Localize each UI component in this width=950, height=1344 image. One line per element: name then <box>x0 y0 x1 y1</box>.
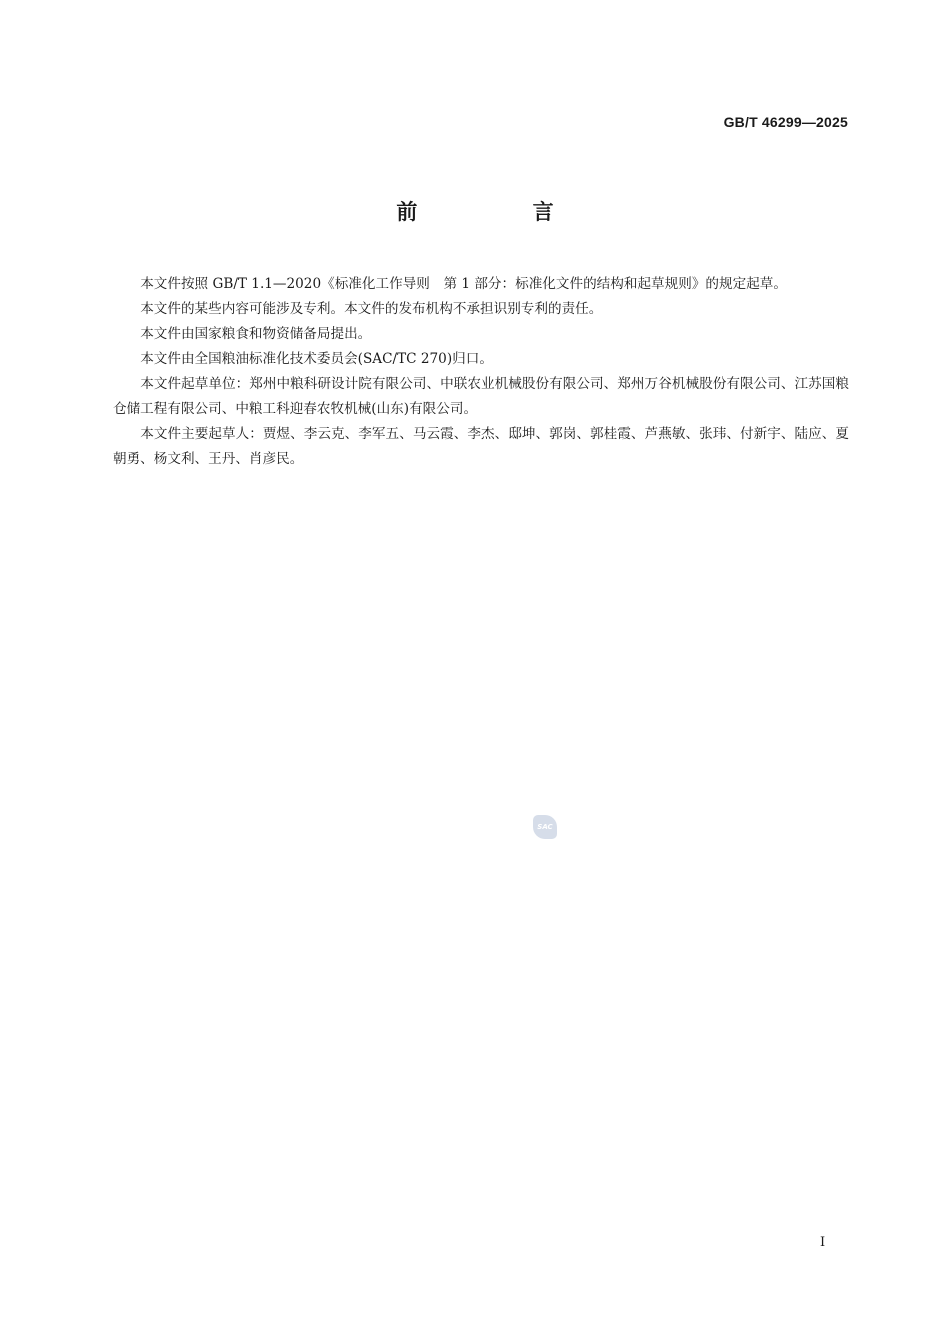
paragraph-technical-committee: 本文件由全国粮油标准化技术委员会(SAC/TC 270)归口。 <box>140 351 493 367</box>
paragraph-drafting-rules: 本文件按照 GB/T 1.1—2020《标准化工作导则 第 1 部分：标准化文件的结构和起草规则》的规定起草。 <box>140 276 787 292</box>
sac-logo-watermark <box>533 815 557 839</box>
page-title: 前 言 <box>396 200 608 224</box>
paragraph-patent-notice: 本文件的某些内容可能涉及专利。本文件的发布机构不承担识别专利的责任。 <box>140 301 603 317</box>
standard-code: GB/T 46299—2025 <box>723 114 848 130</box>
paragraph-drafting-units: 本文件起草单位：郑州中粮科研设计院有限公司、中联农业机械股份有限公司、郑州万谷机械股份有限公司、江苏国粮仓储工程有限公司、中粮工科迎春农牧机械(山东)有限公司。 <box>113 376 849 417</box>
sac-logo-text: SAC <box>537 823 553 831</box>
paragraph-drafters: 本文件主要起草人：贾煜、李云克、李军五、马云霞、李杰、邸坤、郭岗、郭桂霞、芦燕敏、张玮、付新宇、陆应、夏朝勇、杨文利、王丹、肖彦民。 <box>113 426 849 467</box>
paragraph-proposer: 本文件由国家粮食和物资储备局提出。 <box>140 326 372 342</box>
foreword-body <box>113 272 849 472</box>
page-number: I <box>820 1235 826 1250</box>
